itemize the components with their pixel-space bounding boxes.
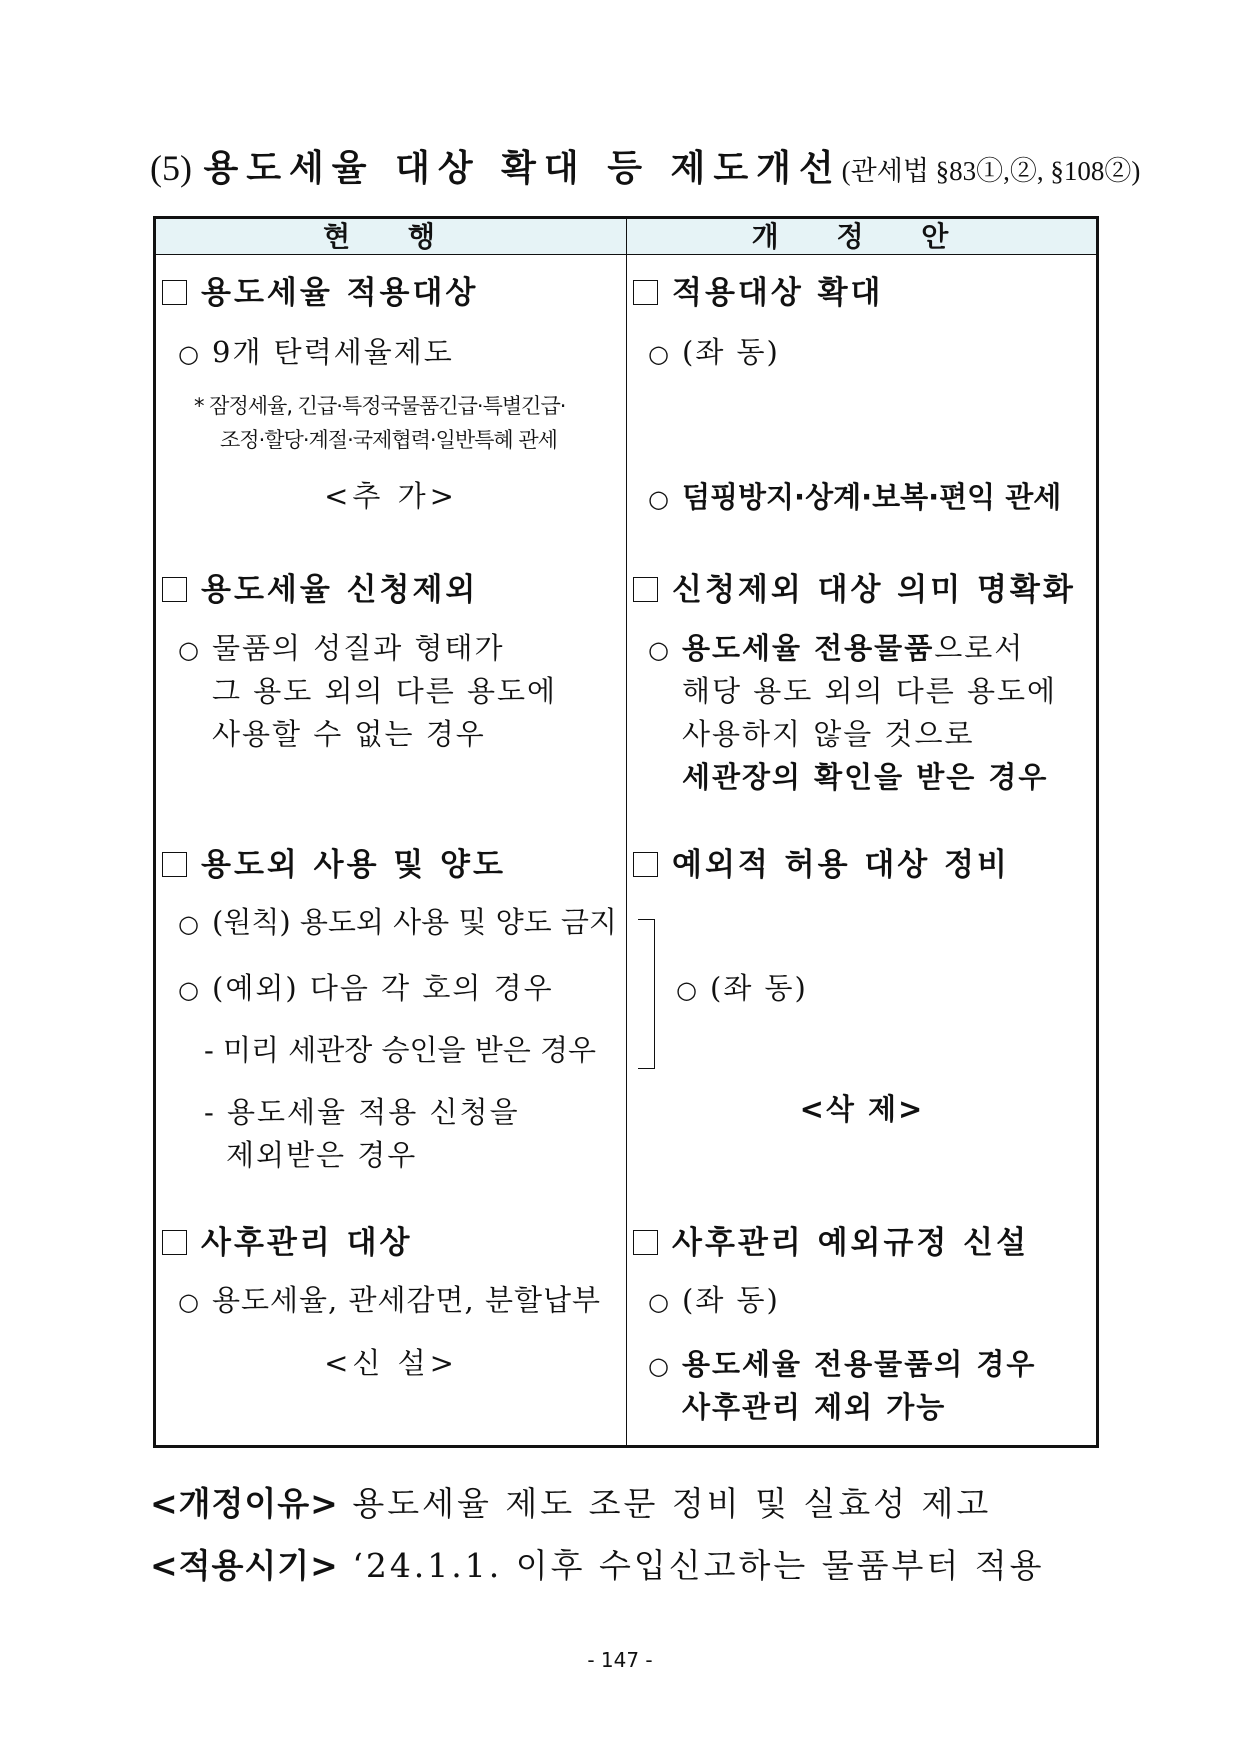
current-item-2: ○ 물품의 성질과 형태가 xyxy=(178,627,505,672)
circle-bullet-icon: ○ xyxy=(178,910,199,938)
revised-item-1b: ○ 덤핑방지·상계·보복·편익 관세 xyxy=(648,476,1061,521)
checkbox-square-icon xyxy=(633,577,658,602)
checkbox-square-icon xyxy=(162,1230,187,1255)
revised-item-4b: ○ 용도세율 전용물품의 경우 xyxy=(648,1343,1036,1388)
current-item-2-line-3: 사용할 수 없는 경우 xyxy=(212,717,486,751)
checkbox-square-icon xyxy=(162,577,187,602)
title-number: (5) xyxy=(150,148,192,188)
circle-bullet-icon: ○ xyxy=(648,636,671,664)
circle-bullet-icon: ○ xyxy=(178,340,201,368)
revised-item-2: ○ 용도세율 전용물품으로서 xyxy=(648,627,1024,672)
revised-item-4: ○ (좌 동) xyxy=(648,1279,780,1324)
bracket-marker xyxy=(638,919,655,1069)
effective-date-label: <적용시기> xyxy=(150,1546,339,1585)
revised-heading-1: 적용대상 확대 xyxy=(633,267,883,312)
current-add-marker: <추 가> xyxy=(324,479,458,513)
current-heading-4: 사후관리 대상 xyxy=(162,1217,412,1262)
circle-bullet-icon: ○ xyxy=(648,485,671,513)
current-item-1: ○ 9개 탄력세율제도 xyxy=(178,331,454,376)
current-note-line-2: 조정·할당·계절·국제협력·일반특혜 관세 xyxy=(220,428,557,452)
circle-bullet-icon: ○ xyxy=(648,340,671,368)
current-heading-3: 용도외 사용 및 양도 xyxy=(162,839,506,884)
current-item-3-dash-1: - 미리 세관장 승인을 받은 경우 xyxy=(204,1033,597,1067)
effective-date-text: ‘24.1.1. 이후 수입신고하는 물품부터 적용 xyxy=(352,1546,1045,1585)
circle-bullet-icon: ○ xyxy=(676,976,699,1004)
revised-heading-2: 신청제외 대상 의미 명확화 xyxy=(633,564,1076,609)
current-new-marker: <신 설> xyxy=(324,1346,458,1380)
revised-item-1: ○ (좌 동) xyxy=(648,331,780,376)
current-item-3b: ○ (예외) 다음 각 호의 경우 xyxy=(178,967,554,1012)
checkbox-square-icon xyxy=(633,280,658,305)
revised-item-2-line-2: 해당 용도 외의 다른 용도에 xyxy=(682,674,1058,708)
revised-item-2-line-4: 세관장의 확인을 받은 경우 xyxy=(682,760,1049,794)
revised-item-4b-line-2: 사후관리 제외 가능 xyxy=(682,1390,947,1424)
revision-reason-label: <개정이유> xyxy=(150,1484,339,1523)
column-divider xyxy=(626,219,627,1445)
page-number: - 147 - xyxy=(587,1648,653,1672)
header-revised: 개 정 안 xyxy=(751,220,973,253)
effective-date xyxy=(150,1540,1045,1587)
checkbox-square-icon xyxy=(633,852,658,877)
revised-item-2-line-3: 사용하지 않을 것으로 xyxy=(682,717,975,751)
title-law-reference: (관세법 §83①,②, §108②) xyxy=(841,156,1141,186)
circle-bullet-icon: ○ xyxy=(178,636,201,664)
current-item-2-line-2: 그 용도 외의 다른 용도에 xyxy=(212,674,558,708)
current-heading-1: 용도세율 적용대상 xyxy=(162,267,478,312)
circle-bullet-icon: ○ xyxy=(648,1288,671,1316)
current-item-3-dash-2-line-2: 제외받은 경우 xyxy=(226,1138,418,1172)
checkbox-square-icon xyxy=(162,280,187,305)
current-item-4: ○ 용도세율, 관세감면, 분할납부 xyxy=(178,1279,601,1324)
circle-bullet-icon: ○ xyxy=(178,976,201,1004)
header-current: 현 행 xyxy=(323,220,459,253)
revised-heading-3: 예외적 허용 대상 정비 xyxy=(633,839,1010,884)
revised-heading-4: 사후관리 예외규정 신설 xyxy=(633,1217,1029,1262)
current-note-line-1: * 잠정세율, 긴급·특정국물품긴급·특별긴급· xyxy=(194,394,566,418)
circle-bullet-icon: ○ xyxy=(648,1352,671,1380)
circle-bullet-icon: ○ xyxy=(178,1288,200,1316)
current-item-3-dash-2: - 용도세율 적용 신청을 xyxy=(204,1095,520,1129)
revision-reason-text: 용도세율 제도 조문 정비 및 실효성 제고 xyxy=(352,1484,992,1523)
current-heading-2: 용도세율 신청제외 xyxy=(162,564,478,609)
current-item-3a: ○ (원칙) 용도외 사용 및 양도 금지 xyxy=(178,901,617,946)
checkbox-square-icon xyxy=(162,852,187,877)
section-title xyxy=(150,140,1140,191)
revision-reason xyxy=(150,1478,991,1525)
revised-item-3: ○ (좌 동) xyxy=(676,967,808,1012)
comparison-table xyxy=(153,216,1099,1448)
title-text: 용도세율 대상 확대 등 제도개선 xyxy=(203,148,842,189)
revised-delete-marker: <삭 제> xyxy=(799,1092,925,1126)
checkbox-square-icon xyxy=(633,1230,658,1255)
